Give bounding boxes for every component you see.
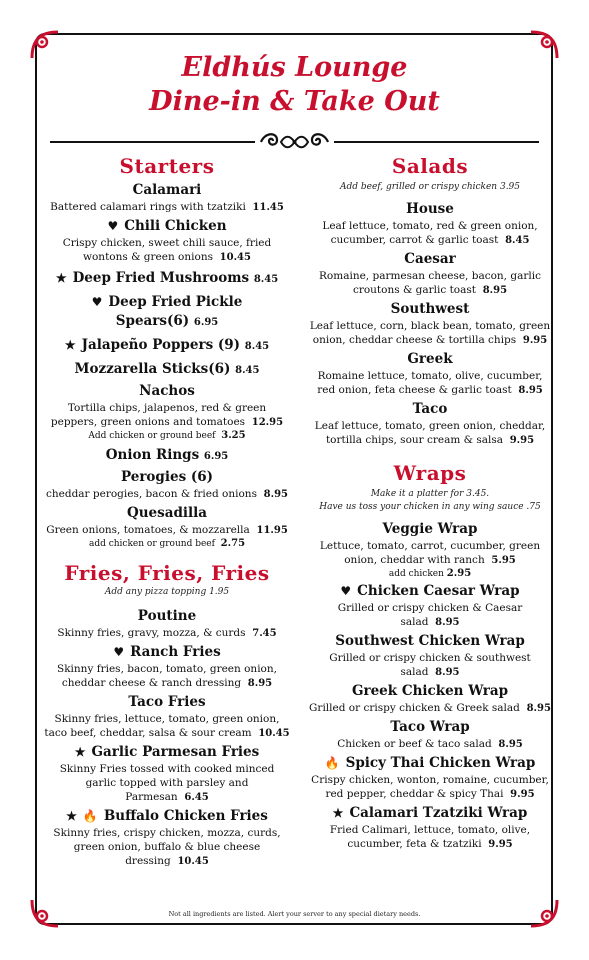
menu-item-quesadilla xyxy=(42,504,292,550)
menu-item-chicken-caesar-wrap xyxy=(305,582,555,630)
item-name: Mozzarella Sticks(6) xyxy=(74,361,231,377)
menu-item-buffalo-chicken-fries xyxy=(42,807,292,869)
item-description: Battered calamari rings with tzatziki 11.45 xyxy=(50,201,284,213)
item-description: Fried Calimari, lettuce, tomato, olive, cucumber, feta & tzatziki 9.95 xyxy=(329,824,531,850)
item-name: Taco Fries xyxy=(128,694,206,710)
menu-item-taco-fries xyxy=(42,693,292,741)
item-description: Romaine lettuce, tomato, olive, cucumber, red onion, feta cheese & garlic toast 8.95 xyxy=(317,370,543,396)
heart-icon: ♥ xyxy=(113,645,125,659)
heart-icon: ♥ xyxy=(107,219,119,233)
restaurant-name: Eldhús Lounge xyxy=(181,52,408,83)
menu-item-calamari xyxy=(42,181,292,215)
menu-item-pickle-spears: ♥ Deep Fried Pickle Spears(6) 6.95 xyxy=(91,294,243,329)
item-description: Leaf lettuce, tomato, green onion, cheddar, tortilla chips, sour cream & salsa 9.95 xyxy=(314,420,546,446)
item-name: Buffalo Chicken Fries xyxy=(103,808,268,824)
item-name: Perogies (6) xyxy=(120,469,214,485)
item-name: Southwest Chicken Wrap xyxy=(335,633,525,649)
item-description: Lettuce, tomato, carrot, cucumber, green onion, cheddar with ranch 5.95 xyxy=(319,540,541,566)
fries-note: Add any pizza topping 1.95 xyxy=(104,587,230,597)
item-description: Leaf lettuce, tomato, red & green onion, cucumber, carrot & garlic toast 8.45 xyxy=(322,220,538,246)
fries-heading: Fries, Fries, Fries xyxy=(64,561,270,585)
item-name: Deep Fried Pickle Spears(6) xyxy=(108,294,243,329)
item-name: Ranch Fries xyxy=(130,644,221,660)
menu-item-mozzarella-sticks: Mozzarella Sticks(6) 8.45 xyxy=(74,361,260,377)
menu-item-onion-rings: Onion Rings 6.95 xyxy=(105,447,229,463)
star-icon: ★ xyxy=(74,745,86,759)
title-divider xyxy=(50,130,539,154)
item-name: Nachos xyxy=(139,383,195,399)
salads-note: Add beef, grilled or crispy chicken 3.95 xyxy=(339,182,521,192)
item-description: Tortilla chips, jalapenos, red & green peppers, green onions and tomatoes 12.95 xyxy=(50,402,284,428)
item-name: Taco xyxy=(412,401,448,417)
item-name: Poutine xyxy=(137,608,197,624)
star-icon: ★ xyxy=(332,806,344,820)
menu-item-perogies xyxy=(42,468,292,502)
menu-item-veggie-wrap xyxy=(305,520,555,580)
star-icon: ★ xyxy=(64,338,76,352)
item-description: Crispy chicken, sweet chili sauce, fried wontons & green onions 10.45 xyxy=(62,237,272,263)
item-description: Skinny fries, lettuce, tomato, green onion, taco beef, cheddar, salsa & sour cream 10.45 xyxy=(44,713,290,739)
item-name: Caesar xyxy=(404,251,456,267)
item-name: Greek Chicken Wrap xyxy=(351,683,509,699)
menu-item-southwest-salad xyxy=(305,300,555,348)
menu-item-poutine xyxy=(42,607,292,641)
fire-icon: 🔥 xyxy=(82,809,98,823)
item-description: Skinny fries, gravy, mozza, & curds 7.45 xyxy=(57,627,277,639)
menu-item-taco-salad xyxy=(305,400,555,448)
menu-item-garlic-parmesan-fries xyxy=(42,743,292,805)
menu-item-chili-chicken xyxy=(42,217,292,265)
item-description: Grilled or crispy chicken & Caesar salad 8.95 xyxy=(337,602,523,628)
item-name: House xyxy=(406,201,454,217)
item-addon: add chicken or ground beef 2.75 xyxy=(88,538,246,549)
item-addon: Add chicken or ground beef 3.25 xyxy=(88,430,246,441)
item-addon: add chicken 2.95 xyxy=(388,568,472,579)
item-name: Chili Chicken xyxy=(124,218,227,234)
wraps-note-sauce: Have us toss your chicken in any wing sauce .75 xyxy=(319,502,541,512)
menu-subtitle: Dine-in & Take Out xyxy=(149,86,440,117)
heart-icon: ♥ xyxy=(91,295,103,309)
item-name: Quesadilla xyxy=(126,505,208,521)
menu-item-taco-wrap xyxy=(305,718,555,752)
star-icon: ★ xyxy=(66,809,77,823)
menu-item-caesar-salad xyxy=(305,250,555,298)
item-description: Chicken or beef & taco salad 8.95 xyxy=(337,738,523,750)
item-name: Taco Wrap xyxy=(390,719,470,735)
menu-item-house-salad xyxy=(305,200,555,248)
item-description: Crispy chicken, wonton, romaine, cucumber, red pepper, cheddar & spicy Thai 9.95 xyxy=(311,774,549,800)
menu-item-southwest-chicken-wrap xyxy=(305,632,555,680)
fire-icon: 🔥 xyxy=(324,756,340,770)
starters-heading: Starters xyxy=(119,154,215,178)
menu-item-deep-fried-mushrooms: ★ Deep Fried Mushrooms 8.45 xyxy=(55,270,279,286)
item-name: Calamari xyxy=(132,182,202,198)
item-description: Romaine, parmesan cheese, bacon, garlic croutons & garlic toast 8.95 xyxy=(319,270,541,296)
scroll-ornament-icon xyxy=(255,130,334,154)
item-description: Skinny fries, bacon, tomato, green onion, cheddar cheese & ranch dressing 8.95 xyxy=(57,663,277,689)
item-description: Grilled or crispy chicken & Greek salad 8.95 xyxy=(309,702,551,714)
wraps-note-platter: Make it a platter for 3.45. xyxy=(370,489,490,499)
star-icon: ★ xyxy=(55,271,67,285)
item-name: Veggie Wrap xyxy=(382,521,478,537)
menu-item-greek-chicken-wrap xyxy=(305,682,555,716)
item-description: Green onions, tomatoes, & mozzarella 11.95 xyxy=(46,524,288,536)
item-name: Spicy Thai Chicken Wrap xyxy=(345,755,536,771)
item-name: Greek xyxy=(407,351,453,367)
menu-item-nachos xyxy=(42,382,292,442)
menu-item-jalapeno-poppers: ★ Jalapeño Poppers (9) 8.45 xyxy=(64,337,270,353)
item-name: Onion Rings xyxy=(105,447,200,463)
wraps-heading: Wraps xyxy=(393,461,467,485)
item-name: Calamari Tzatziki Wrap xyxy=(349,805,528,821)
item-name: Deep Fried Mushrooms xyxy=(72,270,250,286)
right-column xyxy=(305,153,555,852)
item-name: Garlic Parmesan Fries xyxy=(91,744,260,760)
left-column xyxy=(42,153,292,869)
heart-icon: ♥ xyxy=(340,584,352,598)
item-description: Grilled or crispy chicken & southwest salad 8.95 xyxy=(329,652,531,678)
item-description: cheddar perogies, bacon & fried onions 8.95 xyxy=(45,488,289,500)
item-name: Chicken Caesar Wrap xyxy=(357,583,520,599)
item-description: Skinny Fries tossed with cooked minced garlic topped with parsley and Parmesan 6.45 xyxy=(59,763,275,803)
menu-item-spicy-thai-chicken-wrap xyxy=(305,754,555,802)
dietary-disclaimer: Not all ingredients are listed. Alert your server to any special dietary needs. xyxy=(168,910,421,918)
item-name: Jalapeño Poppers (9) xyxy=(81,337,241,353)
menu-item-ranch-fries xyxy=(42,643,292,691)
menu-item-greek-salad xyxy=(305,350,555,398)
salads-heading: Salads xyxy=(391,154,469,178)
item-description: Leaf lettuce, corn, black bean, tomato, green onion, cheddar cheese & tortilla chips 9.95 xyxy=(309,320,551,346)
menu-item-calamari-tzatziki-wrap xyxy=(305,804,555,852)
item-description: Skinny fries, crispy chicken, mozza, curds, green onion, buffalo & blue cheese dressing 10.45 xyxy=(53,827,281,867)
item-name: Southwest xyxy=(390,301,470,317)
